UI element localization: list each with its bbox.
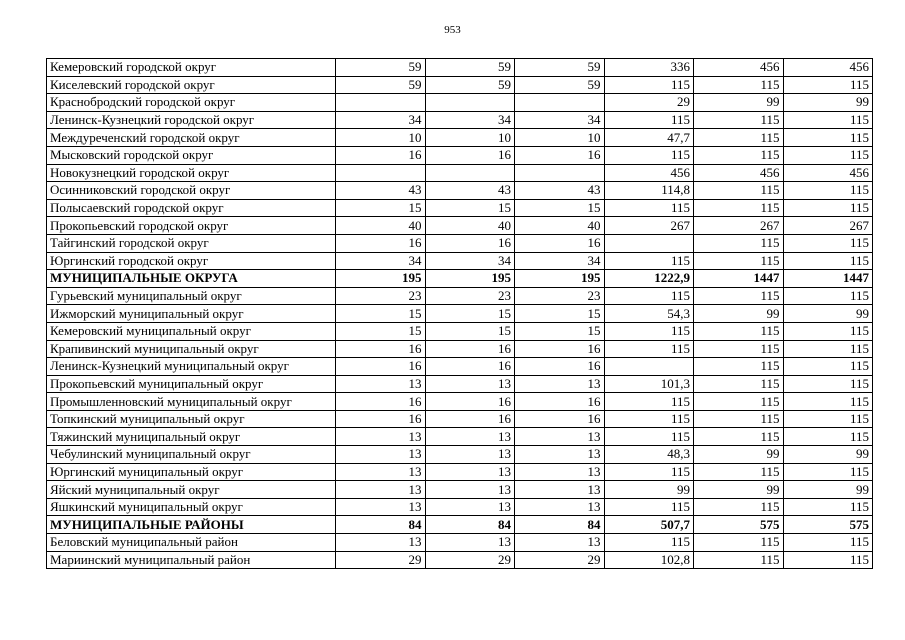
table-row: [47, 358, 873, 376]
value-cell: [425, 164, 515, 182]
territory-name-cell: Тайгинский городской округ: [47, 234, 336, 252]
value-cell: 456: [694, 59, 784, 77]
value-cell: [336, 164, 426, 182]
value-cell: 29: [515, 551, 605, 569]
value-cell: 13: [425, 498, 515, 516]
territory-name-cell: Яйский муниципальный округ: [47, 481, 336, 499]
value-cell: 16: [515, 340, 605, 358]
value-cell: 15: [336, 305, 426, 323]
value-cell: 115: [783, 463, 873, 481]
value-cell: 115: [694, 287, 784, 305]
value-cell: 115: [783, 498, 873, 516]
value-cell: 84: [515, 516, 605, 534]
value-cell: 115: [694, 358, 784, 376]
value-cell: 115: [783, 111, 873, 129]
value-cell: 15: [515, 305, 605, 323]
territory-name-cell: Яшкинский муниципальный округ: [47, 498, 336, 516]
value-cell: 99: [694, 94, 784, 112]
value-cell: 115: [604, 534, 694, 552]
value-cell: 115: [783, 129, 873, 147]
territory-name-cell: Промышленновский муниципальный округ: [47, 393, 336, 411]
value-cell: 115: [604, 111, 694, 129]
value-cell: 34: [425, 111, 515, 129]
value-cell: 115: [783, 534, 873, 552]
value-cell: 43: [515, 182, 605, 200]
territory-name-cell: Тяжинский муниципальный округ: [47, 428, 336, 446]
value-cell: 115: [694, 428, 784, 446]
value-cell: 114,8: [604, 182, 694, 200]
value-cell: 34: [515, 252, 605, 270]
value-cell: 115: [604, 428, 694, 446]
table-row: [47, 76, 873, 94]
value-cell: 115: [783, 76, 873, 94]
value-cell: 15: [425, 305, 515, 323]
table-row: [47, 340, 873, 358]
value-cell: 99: [694, 481, 784, 499]
territory-name-cell: Новокузнецкий городской округ: [47, 164, 336, 182]
value-cell: 575: [783, 516, 873, 534]
value-cell: 115: [783, 287, 873, 305]
value-cell: 10: [515, 129, 605, 147]
value-cell: 13: [336, 463, 426, 481]
value-cell: 16: [515, 358, 605, 376]
value-cell: 43: [425, 182, 515, 200]
data-table: [46, 58, 873, 569]
territory-name-cell: Гурьевский муниципальный округ: [47, 287, 336, 305]
value-cell: 101,3: [604, 375, 694, 393]
value-cell: 115: [694, 498, 784, 516]
value-cell: 115: [783, 234, 873, 252]
value-cell: 115: [604, 463, 694, 481]
value-cell: 456: [783, 59, 873, 77]
value-cell: 13: [515, 498, 605, 516]
value-cell: 13: [515, 463, 605, 481]
table-row: [47, 305, 873, 323]
territory-name-cell: Осинниковский городской округ: [47, 182, 336, 200]
value-cell: 115: [604, 252, 694, 270]
value-cell: 54,3: [604, 305, 694, 323]
value-cell: 195: [425, 270, 515, 288]
value-cell: 115: [783, 146, 873, 164]
value-cell: 23: [336, 287, 426, 305]
value-cell: 34: [336, 252, 426, 270]
value-cell: 115: [604, 76, 694, 94]
value-cell: 115: [783, 322, 873, 340]
value-cell: 16: [515, 146, 605, 164]
value-cell: 1222,9: [604, 270, 694, 288]
value-cell: 102,8: [604, 551, 694, 569]
value-cell: 115: [783, 340, 873, 358]
value-cell: 34: [515, 111, 605, 129]
value-cell: 267: [783, 217, 873, 235]
table-row: [47, 481, 873, 499]
table-row: [47, 146, 873, 164]
table-row: [47, 94, 873, 112]
territory-name-cell: Ленинск-Кузнецкий городской округ: [47, 111, 336, 129]
value-cell: 15: [515, 199, 605, 217]
value-cell: [515, 164, 605, 182]
value-cell: 115: [694, 252, 784, 270]
value-cell: 99: [783, 446, 873, 464]
territory-name-cell: Мариинский муниципальный район: [47, 551, 336, 569]
table-row: [47, 252, 873, 270]
value-cell: 16: [515, 393, 605, 411]
value-cell: 16: [515, 234, 605, 252]
value-cell: 115: [694, 393, 784, 411]
section-total-row: [47, 516, 873, 534]
value-cell: 267: [604, 217, 694, 235]
value-cell: 575: [694, 516, 784, 534]
value-cell: 99: [694, 305, 784, 323]
territory-name-cell: Беловский муниципальный район: [47, 534, 336, 552]
value-cell: 99: [783, 481, 873, 499]
value-cell: 15: [336, 322, 426, 340]
value-cell: 40: [336, 217, 426, 235]
value-cell: 115: [783, 199, 873, 217]
value-cell: 13: [515, 481, 605, 499]
value-cell: 13: [425, 428, 515, 446]
value-cell: 29: [336, 551, 426, 569]
value-cell: 115: [694, 340, 784, 358]
value-cell: 59: [336, 59, 426, 77]
table-row: [47, 199, 873, 217]
value-cell: 115: [604, 498, 694, 516]
territory-name-cell: Прокопьевский городской округ: [47, 217, 336, 235]
table-row: [47, 428, 873, 446]
value-cell: 16: [336, 358, 426, 376]
value-cell: 13: [336, 428, 426, 446]
table-row: [47, 182, 873, 200]
page-number: 953: [444, 24, 461, 36]
value-cell: 16: [425, 340, 515, 358]
table-row: [47, 534, 873, 552]
territory-name-cell: Ижморский муниципальный округ: [47, 305, 336, 323]
value-cell: 1447: [694, 270, 784, 288]
table-row: [47, 551, 873, 569]
table-row: [47, 375, 873, 393]
table-body: [47, 59, 873, 569]
value-cell: 456: [694, 164, 784, 182]
value-cell: 115: [694, 182, 784, 200]
territory-name-cell: Краснобродский городской округ: [47, 94, 336, 112]
value-cell: 336: [604, 59, 694, 77]
value-cell: 13: [425, 481, 515, 499]
value-cell: 59: [425, 76, 515, 94]
territory-name-cell: МУНИЦИПАЛЬНЫЕ РАЙОНЫ: [47, 516, 336, 534]
table-row: [47, 234, 873, 252]
value-cell: 47,7: [604, 129, 694, 147]
value-cell: 115: [694, 375, 784, 393]
value-cell: 115: [694, 534, 784, 552]
territory-name-cell: Междуреченский городской округ: [47, 129, 336, 147]
value-cell: 16: [425, 234, 515, 252]
value-cell: 13: [336, 446, 426, 464]
value-cell: 16: [336, 410, 426, 428]
table-row: [47, 498, 873, 516]
value-cell: 115: [694, 551, 784, 569]
value-cell: 84: [425, 516, 515, 534]
value-cell: 15: [515, 322, 605, 340]
territory-name-cell: Крапивинский муниципальный округ: [47, 340, 336, 358]
value-cell: 267: [694, 217, 784, 235]
value-cell: 16: [336, 393, 426, 411]
value-cell: 456: [783, 164, 873, 182]
value-cell: 115: [694, 199, 784, 217]
table-row: [47, 446, 873, 464]
territory-name-cell: Полысаевский городской округ: [47, 199, 336, 217]
value-cell: 13: [425, 375, 515, 393]
value-cell: 115: [783, 252, 873, 270]
value-cell: [604, 234, 694, 252]
value-cell: 16: [425, 146, 515, 164]
value-cell: 99: [604, 481, 694, 499]
value-cell: 10: [336, 129, 426, 147]
value-cell: 115: [694, 234, 784, 252]
value-cell: [515, 94, 605, 112]
value-cell: 115: [694, 76, 784, 94]
value-cell: 115: [783, 551, 873, 569]
value-cell: 16: [425, 393, 515, 411]
value-cell: 115: [694, 146, 784, 164]
value-cell: 15: [336, 199, 426, 217]
value-cell: 115: [604, 199, 694, 217]
value-cell: 13: [515, 446, 605, 464]
value-cell: 59: [425, 59, 515, 77]
value-cell: 115: [783, 410, 873, 428]
territory-name-cell: Чебулинский муниципальный округ: [47, 446, 336, 464]
value-cell: 40: [425, 217, 515, 235]
value-cell: 115: [694, 410, 784, 428]
territory-name-cell: Топкинский муниципальный округ: [47, 410, 336, 428]
section-total-row: [47, 270, 873, 288]
value-cell: 99: [783, 305, 873, 323]
value-cell: 16: [425, 410, 515, 428]
value-cell: 13: [425, 446, 515, 464]
value-cell: 99: [694, 446, 784, 464]
value-cell: 29: [604, 94, 694, 112]
value-cell: 13: [336, 481, 426, 499]
value-cell: 115: [604, 287, 694, 305]
value-cell: 13: [425, 534, 515, 552]
value-cell: 84: [336, 516, 426, 534]
value-cell: 13: [515, 534, 605, 552]
table-row: [47, 410, 873, 428]
value-cell: 16: [515, 410, 605, 428]
value-cell: 99: [783, 94, 873, 112]
value-cell: 115: [783, 428, 873, 446]
value-cell: 34: [425, 252, 515, 270]
value-cell: 48,3: [604, 446, 694, 464]
table-row: [47, 164, 873, 182]
value-cell: 16: [336, 146, 426, 164]
value-cell: 15: [425, 322, 515, 340]
value-cell: 115: [604, 322, 694, 340]
territory-name-cell: Кемеровский муниципальный округ: [47, 322, 336, 340]
table-row: [47, 59, 873, 77]
value-cell: 16: [425, 358, 515, 376]
value-cell: 13: [425, 463, 515, 481]
territory-name-cell: МУНИЦИПАЛЬНЫЕ ОКРУГА: [47, 270, 336, 288]
value-cell: 115: [783, 358, 873, 376]
territory-name-cell: Прокопьевский муниципальный округ: [47, 375, 336, 393]
territory-name-cell: Мысковский городской округ: [47, 146, 336, 164]
value-cell: 15: [425, 199, 515, 217]
value-cell: 115: [604, 393, 694, 411]
value-cell: 43: [336, 182, 426, 200]
value-cell: 13: [336, 375, 426, 393]
value-cell: 115: [694, 322, 784, 340]
value-cell: 13: [515, 428, 605, 446]
value-cell: [604, 358, 694, 376]
value-cell: 115: [604, 410, 694, 428]
table-row: [47, 287, 873, 305]
table-row: [47, 217, 873, 235]
value-cell: 23: [425, 287, 515, 305]
value-cell: 115: [783, 393, 873, 411]
value-cell: 115: [694, 463, 784, 481]
territory-name-cell: Юргинский муниципальный округ: [47, 463, 336, 481]
value-cell: 59: [515, 59, 605, 77]
table-row: [47, 322, 873, 340]
value-cell: [336, 94, 426, 112]
value-cell: 507,7: [604, 516, 694, 534]
value-cell: 34: [336, 111, 426, 129]
value-cell: 115: [783, 182, 873, 200]
value-cell: 16: [336, 234, 426, 252]
value-cell: 195: [336, 270, 426, 288]
value-cell: 59: [336, 76, 426, 94]
value-cell: 16: [336, 340, 426, 358]
value-cell: 59: [515, 76, 605, 94]
table-row: [47, 393, 873, 411]
value-cell: 40: [515, 217, 605, 235]
value-cell: 13: [336, 534, 426, 552]
value-cell: 115: [604, 340, 694, 358]
value-cell: 195: [515, 270, 605, 288]
table-row: [47, 111, 873, 129]
value-cell: 115: [694, 129, 784, 147]
territory-name-cell: Ленинск-Кузнецкий муниципальный округ: [47, 358, 336, 376]
territory-name-cell: Киселевский городской округ: [47, 76, 336, 94]
value-cell: 115: [783, 375, 873, 393]
value-cell: 115: [604, 146, 694, 164]
value-cell: 29: [425, 551, 515, 569]
territory-name-cell: Кемеровский городской округ: [47, 59, 336, 77]
value-cell: 115: [694, 111, 784, 129]
value-cell: 23: [515, 287, 605, 305]
value-cell: 456: [604, 164, 694, 182]
table-row: [47, 463, 873, 481]
value-cell: [425, 94, 515, 112]
value-cell: 13: [515, 375, 605, 393]
value-cell: 13: [336, 498, 426, 516]
territory-name-cell: Юргинский городской округ: [47, 252, 336, 270]
value-cell: 1447: [783, 270, 873, 288]
table-row: [47, 129, 873, 147]
value-cell: 10: [425, 129, 515, 147]
